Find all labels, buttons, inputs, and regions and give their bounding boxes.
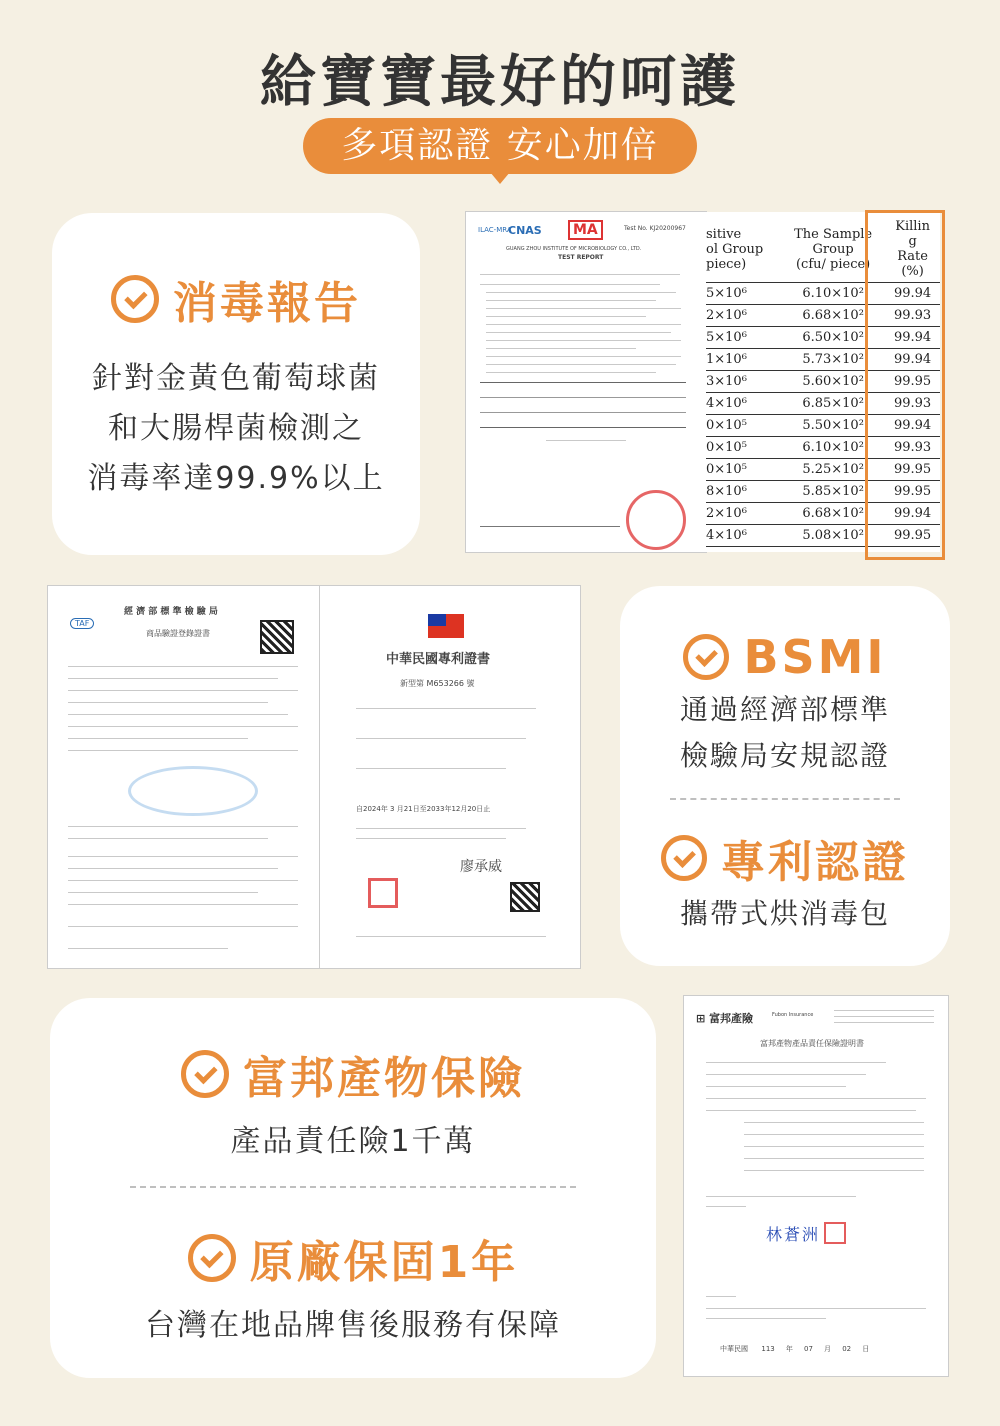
doc-line [744,1134,924,1135]
doc-line [486,340,681,341]
check-circle-icon [188,1234,236,1282]
insurance-warranty-card [50,998,656,1378]
table-cell: 99.93 [885,393,940,415]
bsmi-line-2: 檢驗局安規認證 [679,739,890,772]
warranty-title-label: 原廠保固1年 [249,1237,519,1288]
disinfection-title [52,267,420,331]
bsmi-doc-subtitle: 商品驗證登錄證書 [146,629,210,638]
doc-line [356,828,526,829]
fubon-logo-en: Fubon Insurance [772,1012,814,1018]
date-year: 113 [761,1345,775,1353]
signature-line [480,526,620,527]
bsmi-patent-card [620,586,950,966]
insurance-signature: 林蒼洲 [766,1225,821,1244]
doc-line [744,1158,924,1159]
doc-line [706,1098,926,1099]
patent-title-label: 專利認證 [721,837,909,888]
table-cell: 5×10⁶ [706,327,781,349]
doc-line [486,372,656,373]
divider [130,1186,576,1188]
table-cell: 6.68×10² [781,503,885,525]
bsmi-title-label: BSMI [743,630,887,684]
table-cell: 5.60×10² [781,371,885,393]
disinfection-title-label: 消毒報告 [173,278,361,329]
patent-signature: 廖承威 [460,859,502,875]
disinfection-card [52,213,420,555]
doc-line [356,708,536,709]
doc-line [68,738,248,739]
patent-number: 新型第 M653266 號 [400,679,475,688]
table-cell: 99.94 [885,327,940,349]
doc-line [68,678,278,679]
doc-line [480,382,686,383]
table-cell: 6.10×10² [781,283,885,305]
report-title: TEST REPORT [558,254,604,261]
bsmi-doc-title: 經 濟 部 標 準 檢 驗 局 [124,607,218,617]
doc-line [356,768,506,769]
doc-line [480,397,686,398]
table-cell: 99.93 [885,305,940,327]
qr-code [260,620,294,654]
badge-pointer [490,172,510,184]
doc-line [706,1086,846,1087]
doc-line [68,856,298,857]
warranty-line: 台灣在地品牌售後服務有保障 [145,1308,561,1343]
table-cell: 3×10⁶ [706,371,781,393]
table-cell: 4×10⁶ [706,393,781,415]
doc-line [480,274,680,275]
table-cell: 99.95 [885,459,940,481]
doc-line [480,412,686,413]
insurance-title-label: 富邦產物保險 [243,1053,525,1104]
doc-line [68,714,288,715]
col-killing-rate: Killin g Rate (%) [885,216,940,283]
bsmi-title [620,630,950,684]
doc-line [706,1110,916,1111]
table-cell: 6.50×10² [781,327,885,349]
fubon-logo-text: 富邦產險 [709,1012,754,1025]
table-cell: 6.85×10² [781,393,885,415]
table-cell: 2×10⁶ [706,503,781,525]
table-cell: 99.94 [885,503,940,525]
page-title: 給寶寶最好的呵護 [260,50,740,115]
doc-line [68,904,298,905]
patent-title [620,826,950,890]
disinfection-line-3: 消毒率達99.9%以上 [87,461,385,496]
date-era: 中華民國 [720,1345,748,1353]
table-cell: 0×10⁵ [706,415,781,437]
ilac-logo: ILAC-MRA [478,226,512,234]
doc-line [706,1196,856,1197]
disinfection-line-2: 和大腸桿菌檢測之 [108,411,364,446]
table-cell: 99.94 [885,349,940,371]
insurance-title [50,1042,656,1106]
check-circle-icon [111,275,159,323]
insurance-red-seal [824,1222,846,1244]
patent-period: 自2024年 3 月21日至2033年12月20日止 [356,805,491,813]
warranty-title [50,1226,656,1290]
doc-line [744,1122,924,1123]
doc-line [706,1074,866,1075]
doc-line [744,1146,924,1147]
doc-line [706,1062,886,1063]
insurance-line: 產品責任險1千萬 [230,1124,476,1159]
patent-certificate [320,586,580,968]
doc-line [744,1170,924,1171]
date-day: 02 [842,1345,852,1353]
fubon-logo [696,1010,753,1026]
doc-line [486,348,636,349]
table-cell: 6.68×10² [781,305,885,327]
table-cell: 5.73×10² [781,349,885,371]
doc-line [68,892,258,893]
doc-line [486,332,671,333]
institute-name: GUANG ZHOU INSTITUTE OF MICROBIOLOGY CO., LTD. [506,246,642,252]
test-report-document [466,212,706,552]
doc-line [486,316,646,317]
disinfection-line-1: 針對金黃色葡萄球菌 [92,361,380,396]
table-cell: 5.85×10² [781,481,885,503]
table-cell: 4×10⁶ [706,525,781,547]
table-cell: 5×10⁶ [706,283,781,305]
doc-line [68,690,298,691]
table-cell: 5.25×10² [781,459,885,481]
table-cell: 99.95 [885,481,940,503]
doc-line [68,666,298,667]
insurance-date: 中華民國 113 年 07 月 02 日 [720,1345,870,1353]
doc-line [834,1010,934,1011]
doc-line [68,838,268,839]
table-cell: 99.93 [885,437,940,459]
doc-line [486,300,656,301]
doc-line [68,702,268,703]
col-sample-group: The Sample Group (cfu/ piece) [781,216,885,283]
divider [670,798,900,800]
doc-line [68,826,298,827]
fubon-logo-icon: ⊞ [696,1012,706,1025]
insurance-doc-title: 富邦產物產品責任保險證明書 [760,1039,864,1048]
doc-line [68,948,228,949]
doc-line [486,308,681,309]
check-circle-icon [683,634,729,680]
doc-line [546,440,626,441]
insurance-certificate [684,996,948,1376]
table-cell: 99.95 [885,371,940,393]
table-cell: 99.94 [885,415,940,437]
doc-line [706,1296,736,1297]
test-number: Test No. KJ20200967 [624,225,686,232]
bsmi-watermark [128,766,258,816]
doc-line [356,936,546,937]
doc-line [68,880,298,881]
cnas-logo: CNAS [508,224,542,237]
table-cell: 99.95 [885,525,940,547]
doc-line [706,1318,826,1319]
check-circle-icon [661,835,707,881]
doc-line [68,750,298,751]
doc-line [486,292,676,293]
patent-doc-title: 中華民國專利證書 [386,652,491,667]
table-cell: 0×10⁵ [706,459,781,481]
doc-line [834,1022,934,1023]
red-seal [626,490,686,550]
table-cell: 8×10⁶ [706,481,781,503]
bsmi-certificate [48,586,320,968]
table-cell: 2×10⁶ [706,305,781,327]
doc-line [356,738,526,739]
table-cell: 0×10⁵ [706,437,781,459]
doc-line [486,364,676,365]
bsmi-line-1: 通過經濟部標準 [679,693,890,726]
doc-line [480,427,686,428]
patent-qr-code [510,882,540,912]
taf-logo: TAF [70,618,94,629]
table-cell: 6.10×10² [781,437,885,459]
taiwan-flag-icon [428,614,464,638]
patent-line: 攜帶式烘消毒包 [679,897,890,930]
table-cell: 99.94 [885,283,940,305]
certification-badge: 多項認證 安心加倍 [303,118,697,174]
doc-line [706,1308,926,1309]
doc-line [486,324,681,325]
ma-logo: MA [568,220,603,240]
doc-line [834,1016,934,1017]
table-cell: 5.08×10² [781,525,885,547]
doc-line [706,1206,746,1207]
date-month: 07 [804,1345,813,1353]
check-circle-icon [181,1050,229,1098]
doc-line [68,868,278,869]
doc-line [68,926,298,927]
doc-line [486,356,681,357]
killing-rate-highlight [865,210,945,560]
col-positive-group: sitive ol Group piece) [706,216,781,283]
patent-red-seal [368,878,398,908]
table-cell: 1×10⁶ [706,349,781,371]
doc-line [480,284,660,285]
doc-line [356,838,506,839]
doc-line [68,726,298,727]
table-cell: 5.50×10² [781,415,885,437]
